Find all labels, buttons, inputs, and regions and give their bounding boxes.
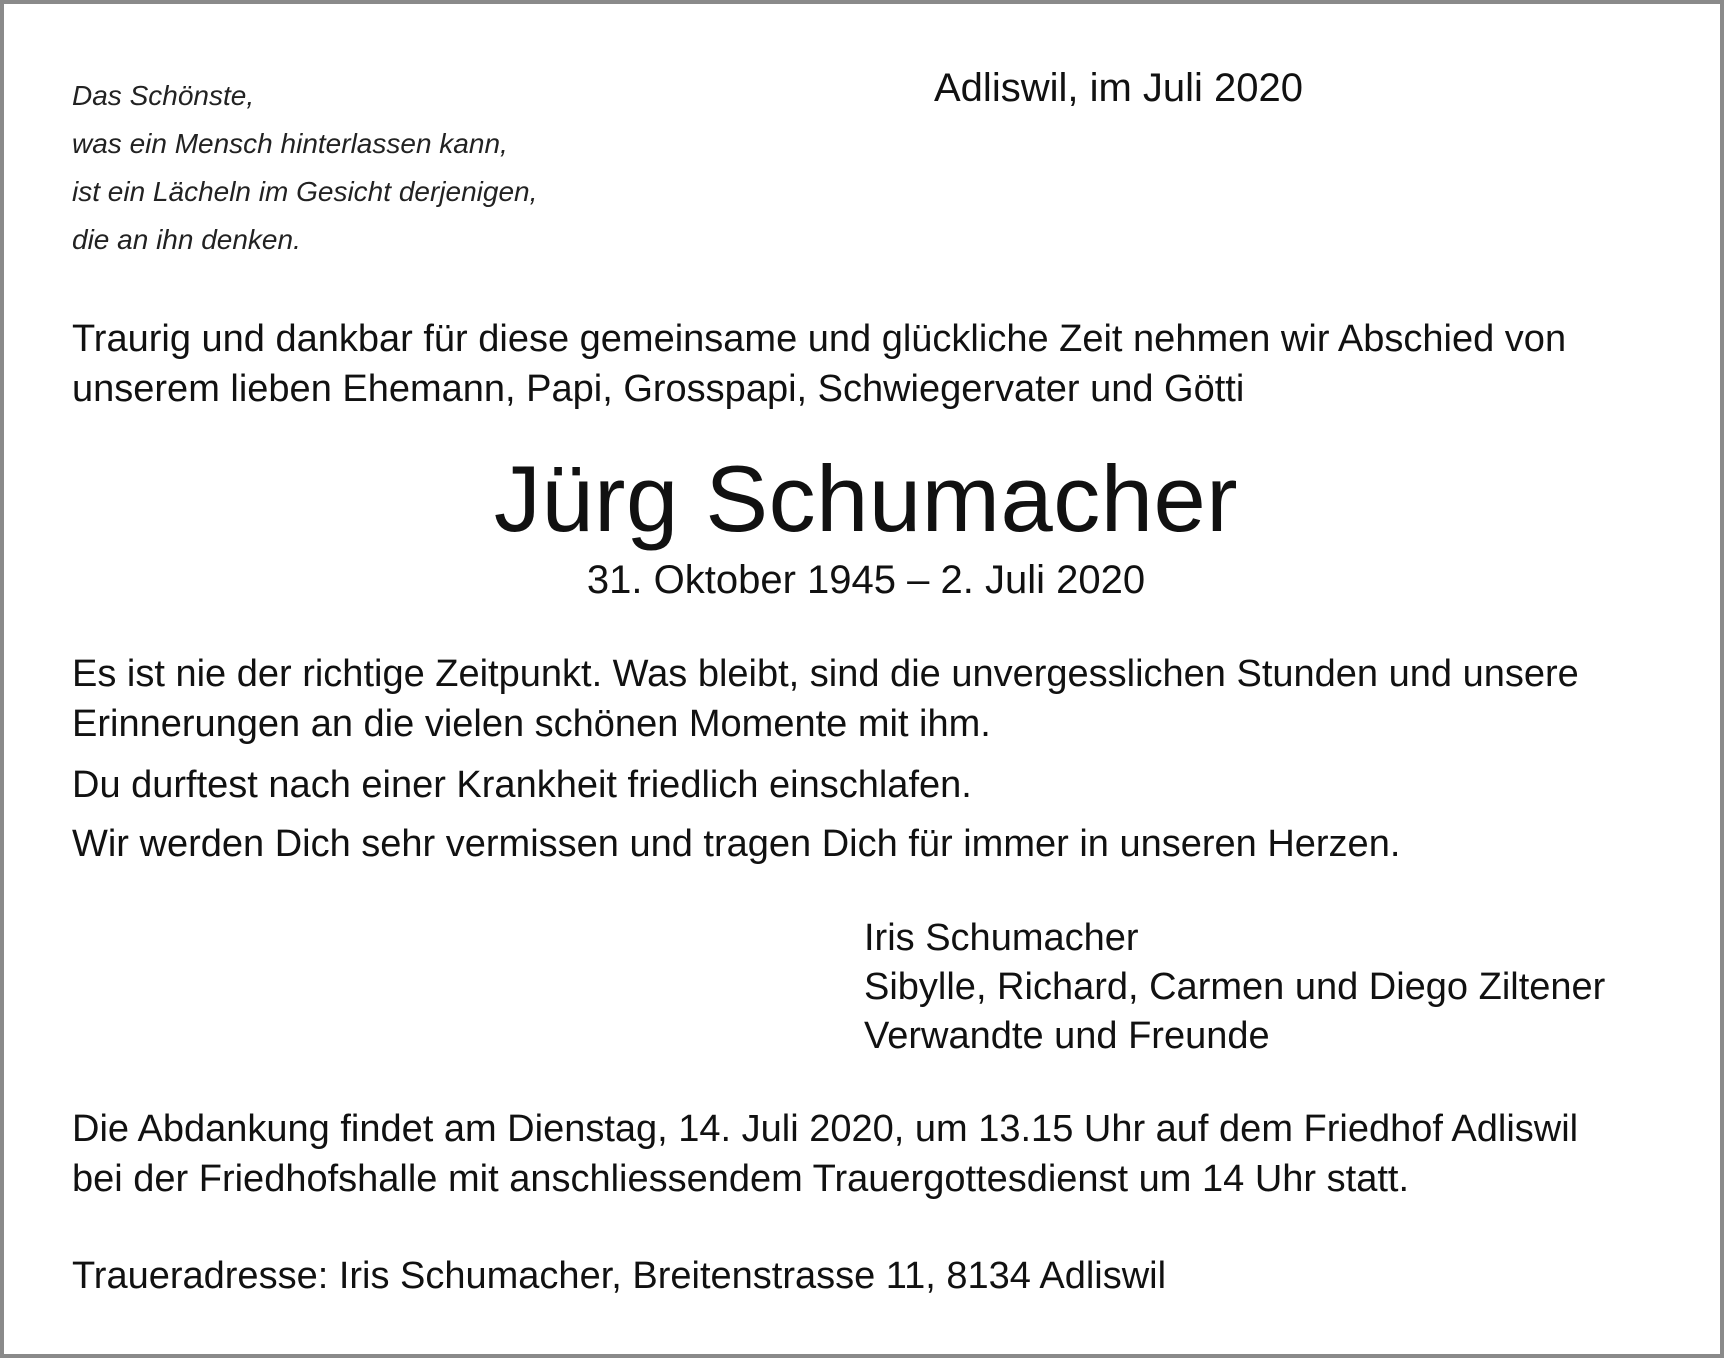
farewell-text: Wir werden Dich sehr vermissen und tragen Dich für immer in unseren Herzen. [72, 823, 1401, 865]
life-dates: 31. Oktober 1945 – 2. Juli 2020 [586, 558, 1146, 602]
mourners-list [864, 914, 1605, 1061]
quote-line: die an ihn denken. [72, 224, 301, 255]
service-line: Die Abdankung findet am Dienstag, 14. Juli 2020, um 13.15 Uhr auf dem Friedhof Adliswil [72, 1108, 1579, 1150]
mourner-name: Sibylle, Richard, Carmen und Diego Ziltener [864, 966, 1606, 1008]
deceased-name: Jürg Schumacher [493, 446, 1239, 551]
peaceful-passing-line [72, 760, 1672, 810]
peaceful-passing-text: Du durftest nach einer Krankheit friedlich einschlafen. [72, 764, 972, 806]
remembrance-line: Erinnerungen an die vielen schönen Momente mit ihm. [72, 703, 991, 745]
quote-line: was ein Mensch hinterlassen kann, [72, 128, 508, 159]
place-date: Adliswil, im Juli 2020 [934, 66, 1304, 110]
memorial-quote [72, 72, 632, 264]
mourning-address-text: Traueradresse: Iris Schumacher, Breitenstrasse 11, 8134 Adliswil [72, 1255, 1167, 1297]
quote-line: ist ein Lächeln im Gesicht derjenigen, [72, 176, 538, 207]
quote-line: Das Schönste, [72, 80, 255, 111]
mourning-address [72, 1251, 1672, 1301]
service-line: bei der Friedhofshalle mit anschliessendem Trauergottesdienst um 14 Uhr statt. [72, 1158, 1409, 1200]
remembrance-line: Es ist nie der richtige Zeitpunkt. Was bleibt, sind die unvergesslichen Stunden und unsere [72, 653, 1579, 695]
mourner-name: Verwandte und Freunde [864, 1015, 1270, 1057]
farewell-line [72, 819, 1672, 869]
remembrance-paragraph [72, 649, 1672, 749]
service-details [72, 1104, 1672, 1204]
intro-line: Traurig und dankbar für diese gemeinsame und glückliche Zeit nehmen wir Abschied von [72, 318, 1567, 360]
mourner-name: Iris Schumacher [864, 917, 1139, 959]
intro-line: unserem lieben Ehemann, Papi, Grosspapi, Schwiegervater und Götti [72, 368, 1245, 410]
intro-paragraph [72, 314, 1672, 414]
